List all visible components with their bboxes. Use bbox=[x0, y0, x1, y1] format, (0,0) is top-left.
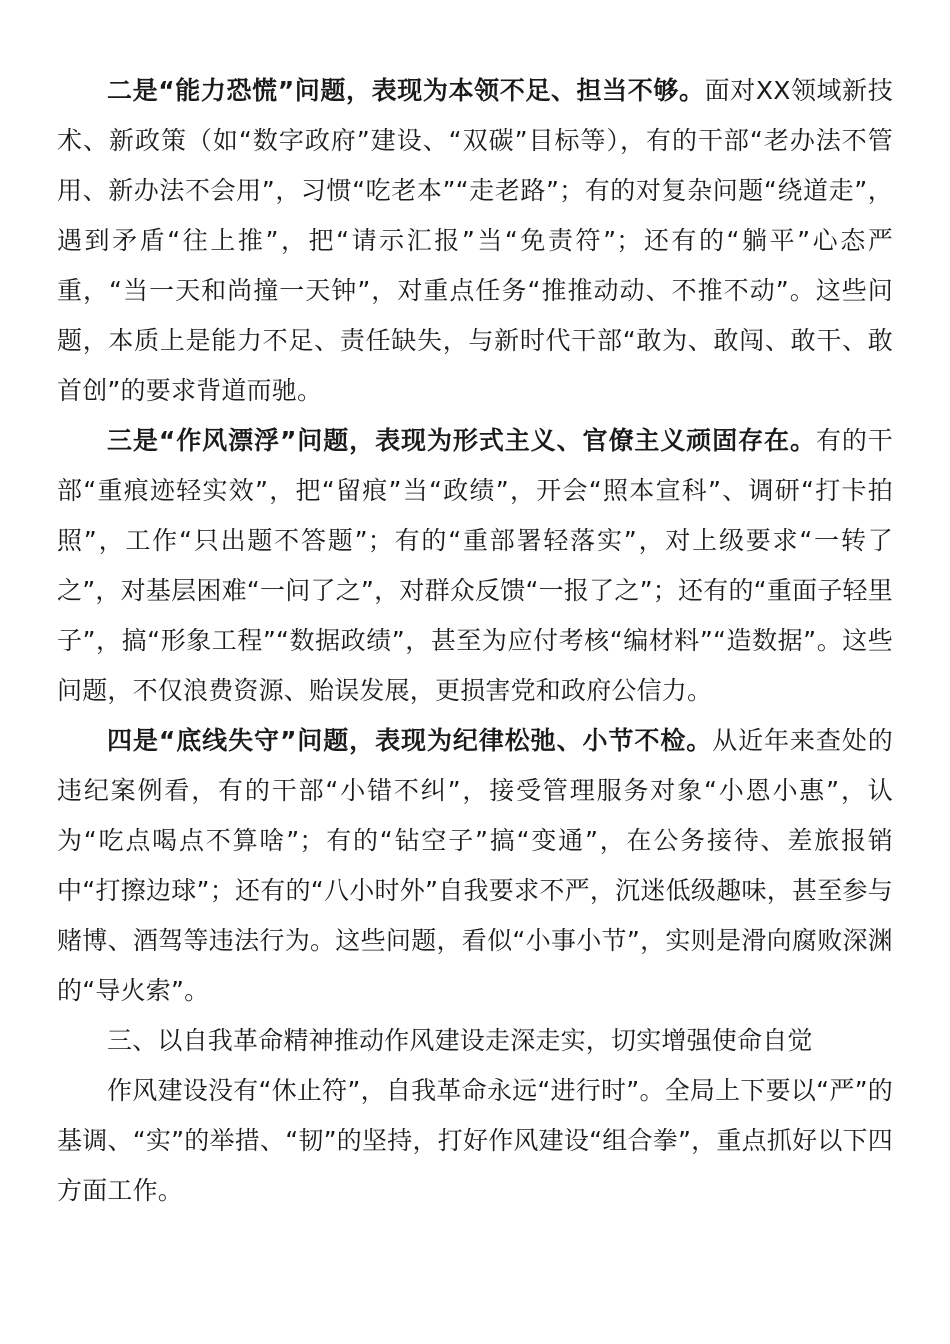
paragraph-text: 从近年来查处的违纪案例看，有的干部“小错不纠”，接受管理服务对象“小恩小惠”，认为“吃点喝点不算啥”；有的“钻空子”搞“变通”，在公务接待、差旅报销中“打擦边球”；还有的“八小时外”自我要求不严，沉迷低级趣味，甚至参与赌博、酒驾等违法行为。这些问题，看似“小事小节”，实则是滑向腐败深渊的“导火索”。 bbox=[57, 726, 893, 1005]
paragraph-text: 有的干部“重痕迹轻实效”，把“留痕”当“政绩”，开会“照本宣科”、调研“打卡拍照”，工作“只出题不答题”；有的“重部署轻落实”，对上级要求“一转了之”，对基层困难“一问了之”，对群众反馈“一报了之”；还有的“重面子轻里子”，搞“形象工程”“数据政绩”，甚至为应付考核“编材料”“造数据”。这些问题，不仅浪费资源、贻误发展，更损害党和政府公信力。 bbox=[57, 426, 893, 705]
paragraph-text: 面对XX领域新技术、新政策（如“数字政府”建设、“双碳”目标等），有的干部“老办法不管用、新办法不会用”，习惯“吃老本”“走老路”；有的对复杂问题“绕道走”，遇到矛盾“往上推”，把“请示汇报”当“免责符”；还有的“躺平”心态严重，“当一天和尚撞一天钟”，对重点任务“推推动动、不推不动”。这些问题，本质上是能力不足、责任缺失，与新时代干部“敢为、敢闯、敢干、敢首创”的要求背道而驰。 bbox=[57, 76, 893, 405]
document-body bbox=[57, 66, 893, 1216]
paragraph-closing: 作风建设没有“休止符”，自我革命永远“进行时”。全局上下要以“严”的基调、“实”的举措、“韧”的坚持，打好作风建设“组合拳”，重点抓好以下四方面工作。 bbox=[57, 1076, 893, 1205]
paragraph-lead: 四是“底线失守”问题，表现为纪律松弛、小节不检。 bbox=[107, 726, 713, 755]
paragraph-bottom-line bbox=[57, 716, 893, 1016]
paragraph-lead: 二是“能力恐慌”问题，表现为本领不足、担当不够。 bbox=[107, 76, 705, 105]
paragraph-ability-panic bbox=[57, 66, 893, 416]
paragraph-lead: 三是“作风漂浮”问题，表现为形式主义、官僚主义顽固存在。 bbox=[107, 426, 816, 455]
paragraph-floating-style bbox=[57, 416, 893, 716]
section-heading: 三、以自我革命精神推动作风建设走深走实，切实增强使命自觉 bbox=[107, 1026, 813, 1055]
